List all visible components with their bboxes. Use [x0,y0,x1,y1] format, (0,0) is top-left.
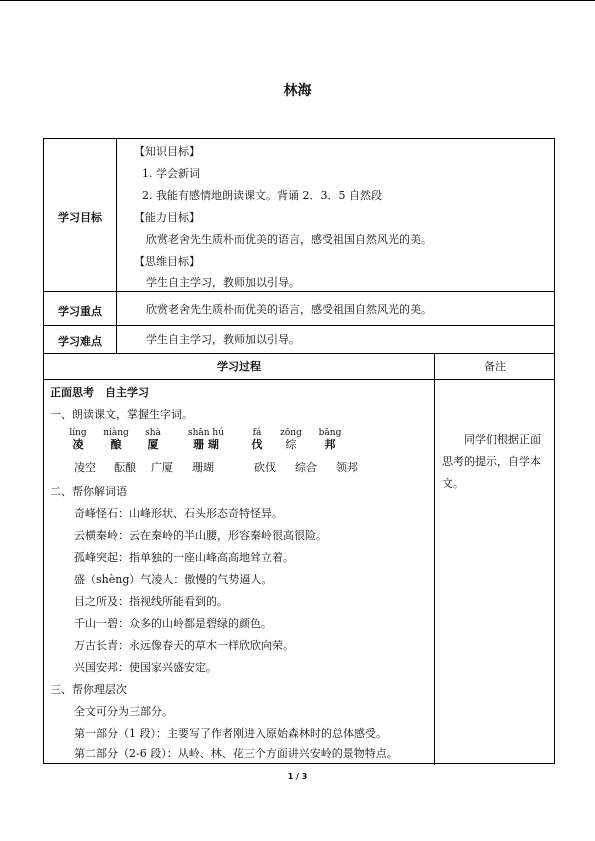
definition: 兴国安邦：使国家兴盛安定。 [74,661,217,674]
pinyin: bāng [318,428,342,438]
vocab-word: 凌空 [74,461,96,474]
divider-focus [44,325,554,326]
section-title: 正面思考 自主学习 [50,386,149,399]
new-character: 厦 [147,438,159,451]
new-character: 珊 瑚 [193,438,219,451]
definition: 孤峰突起：指单独的一座山峰高高地耸立着。 [74,551,294,564]
notes-text: 同学们根据正面思考的提示，自学本文。 [442,433,541,490]
pinyin: shān hú [187,428,225,438]
objective-line: 【知识目标】 [134,145,200,158]
divider-process-header [44,379,554,380]
new-character: 综 [285,438,297,451]
vocab-word: 领邦 [336,461,358,474]
process-header: 学习过程 [217,360,261,373]
new-character: 伐 [251,438,263,451]
vocab-word: 酝酿 [114,461,136,474]
definition: 万古长青：永远像春天的草木一样欣欣向荣。 [74,639,294,652]
vocab-word: 广厦 [151,461,173,474]
top-rule [0,0,595,1]
definition: 千山一碧：众多的山岭都是碧绿的颜色。 [74,617,272,630]
lesson-table [43,138,555,764]
difficulty-text: 学生自主学习，教师加以引导。 [146,333,300,346]
label-column-divider [116,139,117,353]
step-heading: 一、朗读课文，掌握生字词。 [50,408,193,421]
objective-line: 学生自主学习，教师加以引导。 [146,276,300,289]
pinyin: fá [252,428,262,438]
notes-header: 备注 [484,360,506,373]
objective-line: 2. 我能有感情地朗读课文。背诵 2．3．5 自然段 [142,189,382,202]
structure-line: 全文可分为三部分。 [74,705,173,718]
definition: 奇峰怪石：山峰形状、石头形态奇特怪异。 [74,507,283,520]
page-number: 1 / 3 [287,772,308,781]
objective-line: 【思维目标】 [134,255,200,268]
step-heading: 二、帮你解词语 [50,485,127,498]
new-character: 邦 [324,438,336,451]
structure-line: 第二部分（2-6 段）：从岭、林、花三个方面讲兴安岭的景物特点。 [74,747,398,760]
page-title: 林海 [283,83,312,99]
definition: 云横秦岭：云在秦岭的半山腰，形容秦岭很高很险。 [74,529,327,542]
objective-line: 1. 学会新词 [142,167,200,180]
difficulty-label: 学习难点 [58,335,102,348]
vocab-word: 综合 [295,461,317,474]
new-character: 酿 [110,438,122,451]
vocab-word: 砍伐 [254,461,276,474]
divider-difficulty [44,353,554,354]
objective-line: 欣赏老舍先生质朴而优美的语言，感受祖国自然风光的美。 [146,233,432,246]
pinyin: zōng [280,428,302,438]
definition: 盛（shèng）气凌人：傲慢的气势逼人。 [74,573,273,586]
pinyin: niàng [103,428,129,438]
step-heading: 三、帮你理层次 [50,683,127,696]
focus-label: 学习重点 [58,305,102,318]
pinyin: líng [69,428,87,438]
divider-objectives [44,291,554,292]
focus-text: 欣赏老舍先生质朴而优美的语言，感受祖国自然风光的美。 [146,303,432,316]
new-character: 凌 [72,438,84,451]
vocab-word: 珊瑚 [192,461,214,474]
notes-column-divider [434,353,435,765]
structure-line: 第一部分（1 段）：主要写了作者刚进入原始森林时的总体感受。 [74,727,387,740]
definition: 目之所及：指视线所能看到的。 [74,595,228,608]
pinyin: shà [145,428,161,438]
objective-line: 【能力目标】 [134,211,200,224]
objectives-label: 学习目标 [58,211,102,224]
